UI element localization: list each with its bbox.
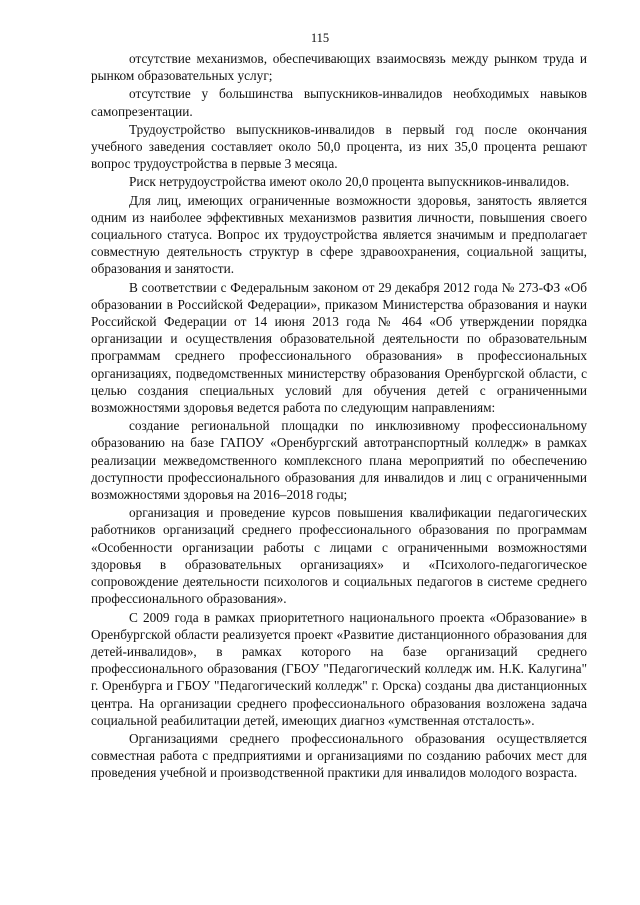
- paragraph: Риск нетрудоустройства имеют около 20,0 процента выпускников-инвалидов.: [129, 174, 570, 190]
- page-number: 115: [310, 31, 330, 45]
- paragraph: создание региональной площадки по инклюзивному профессиональному образованию на базе ГАПОУ «Оренбургский автотранспортный колледж» в рамках реализации межведомственного комплексного плана мероприятий по обеспечению доступности профессионального образования для инвалидов и лиц с ограниченными возможностями здоровья на 2016–2018 годы;: [91, 418, 587, 503]
- paragraph: организация и проведение курсов повышения квалификации педагогических работников организаций среднего профессионального образования по программам «Особенности организации работы с лицами с ограниченными возможностями здоровья в образовательных организациях» и «Психолого-педагогическое сопровождение деятельности психологов и социальных педагогов в системе среднего профессионального образования».: [91, 505, 587, 607]
- paragraph: Для лиц, имеющих ограниченные возможности здоровья, занятость является одним из наиболее эффективных механизмов развития личности, повышения своего социального статуса. Вопрос их трудоустройства является значимым и предполагает совместную деятельность структур в сфере здравоохранения, социальной защиты, образования и занятости.: [91, 192, 587, 277]
- paragraph: отсутствие у большинства выпускников-инвалидов необходимых навыков самопрезентации.: [91, 86, 587, 119]
- paragraph: С 2009 года в рамках приоритетного национального проекта «Образование» в Оренбургской области реализуется проект «Развитие дистанционного образования для детей-инвалидов», в рамках которого на базе организаций среднего профессионального образования (ГБОУ "Педагогический колледж им. Н.К. Калугина" г. Оренбурга и ГБОУ "Педагогический колледж" г. Орска) созданы два дистанционных центра. На организации среднего профессионального образования возложена задача социальной реабилитации детей, имеющих диагноз «умственная отсталость».: [91, 609, 587, 728]
- paragraph: отсутствие механизмов, обеспечивающих взаимосвязь между рынком труда и рынком образовательных услуг;: [91, 51, 587, 84]
- document-body: [91, 50, 587, 783]
- paragraph: Организациями среднего профессионального образования осуществляется совместная работа с предприятиями и организациями по созданию рабочих мест для проведения учебной и производственной практики для инвалидов молодого возраста.: [91, 730, 587, 781]
- paragraph: В соответствии с Федеральным законом от 29 декабря 2012 года № 273-ФЗ «Об образовании в Российской Федерации», приказом Министерства образования и науки Российской Федерации от 14 июня 2013 года № 464 «Об утверждении порядка организации и осуществления образовательной деятельности по образовательным программам среднего профессионального образования» в профессиональных организациях, подведомственных министерству образования Оренбургской области, с целью создания специальных условий для обучения детей с ограниченными возможностями здоровья ведется работа по следующим направлениям:: [91, 279, 587, 416]
- paragraph: Трудоустройство выпускников-инвалидов в первый год после окончания учебного заведения составляет около 50,0 процента, из них 35,0 процента решают вопрос трудоустройства в первые 3 месяца.: [91, 121, 587, 172]
